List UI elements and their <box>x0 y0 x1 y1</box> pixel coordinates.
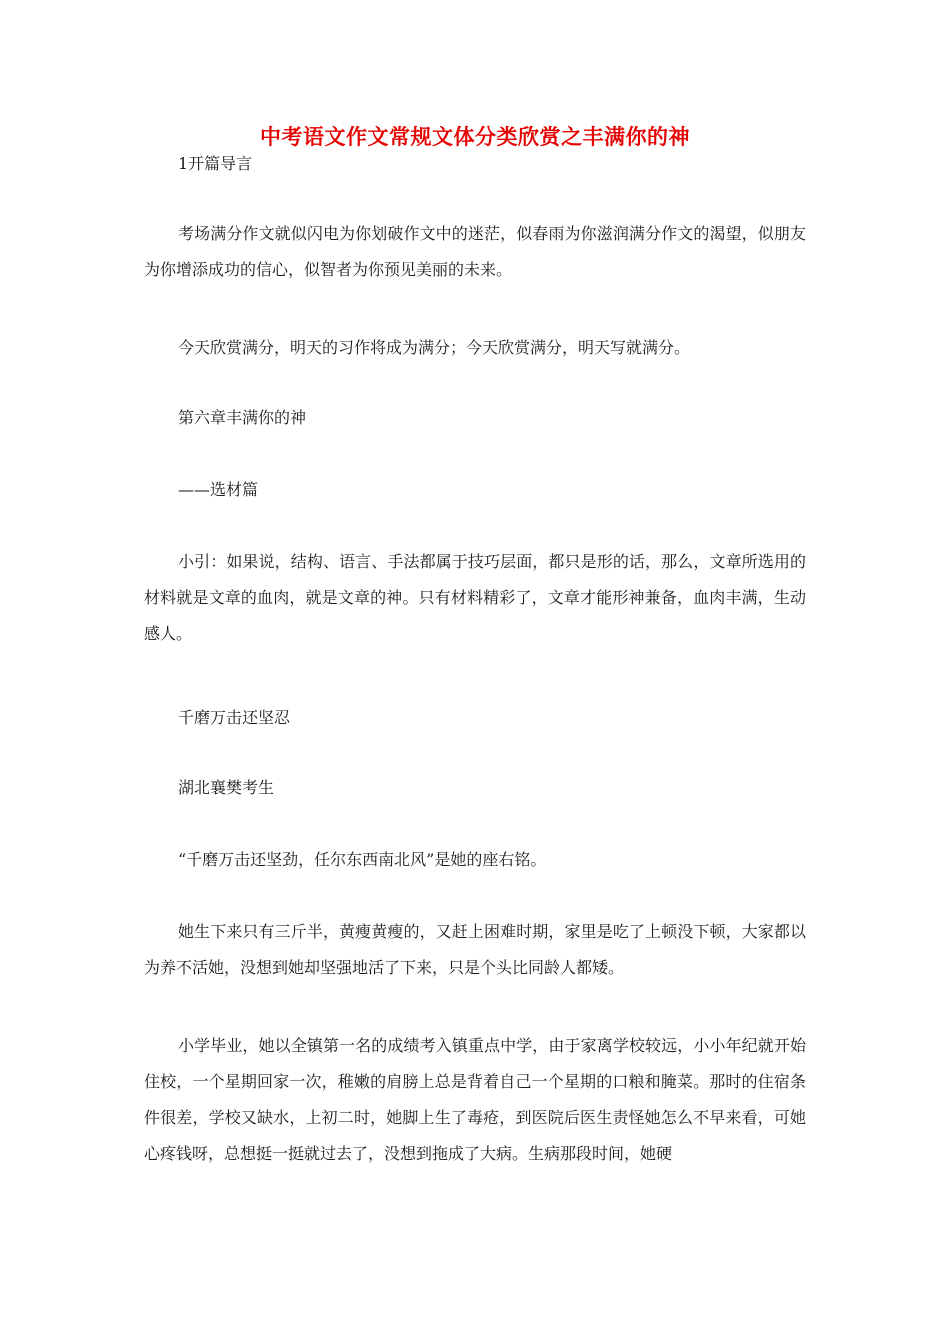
essay-paragraph-2: 她生下来只有三斤半，黄瘦黄瘦的，又赶上困难时期，家里是吃了上顿没下顿，大家都以为养不活她，没想到她却坚强地活了下来，只是个头比同龄人都矮。 <box>144 922 806 977</box>
essay-title: 千磨万击还坚忍 <box>178 708 291 727</box>
essay-author: 湖北襄樊考生 <box>178 778 275 797</box>
intro-heading: 1开篇导言 <box>178 154 253 173</box>
essay-paragraph-1: “千磨万击还坚劲，任尔东西南北风”是她的座右铭。 <box>178 850 547 869</box>
paragraph-intro: 考场满分作文就似闪电为你划破作文中的迷茫，似春雨为你滋润满分作文的渴望，似朋友为你增添成功的信心，似智者为你预见美丽的未来。 <box>144 224 806 279</box>
essay-paragraph-3: 小学毕业，她以全镇第一名的成绩考入镇重点中学，由于家离学校较远，小小年纪就开始住校，一个星期回家一次，稚嫩的肩膀上总是背着自己一个星期的口粮和腌菜。那时的住宿条件很差，学校又缺水，上初二时，她脚上生了毒疮，到医院后医生责怪她怎么不早来看，可她心疼钱呀，总想挺一挺就过去了，没想到拖成了大病。生病那段时间，她硬 <box>144 1036 806 1163</box>
chapter-heading: 第六章丰满你的神 <box>178 408 307 427</box>
chapter-subheading: ——选材篇 <box>178 480 259 499</box>
paragraph-motto: 今天欣赏满分，明天的习作将成为满分；今天欣赏满分，明天写就满分。 <box>178 338 691 357</box>
paragraph-preface: 小引：如果说，结构、语言、手法都属于技巧层面，都只是形的话，那么，文章所选用的材料就是文章的血肉，就是文章的神。只有材料精彩了，文章才能形神兼备，血肉丰满，生动感人。 <box>144 552 806 643</box>
document-title: 中考语文作文常规文体分类欣赏之丰满你的神 <box>260 124 690 149</box>
